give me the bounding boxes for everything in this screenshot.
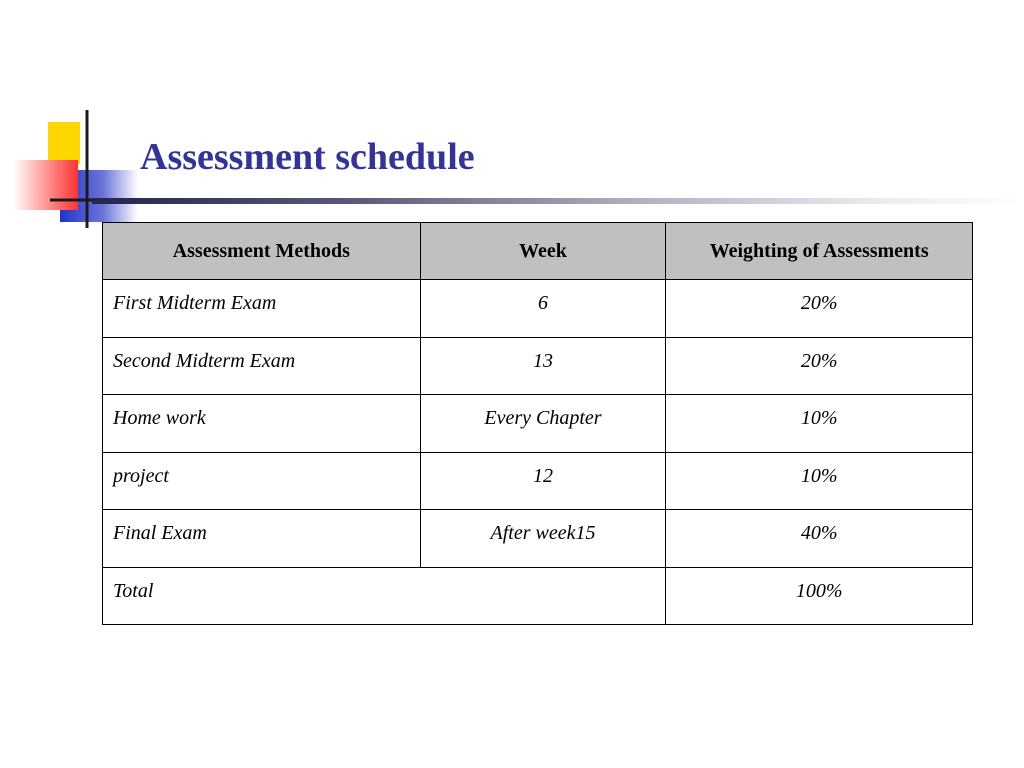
cell-weight: 20% xyxy=(666,280,973,338)
cell-weight: 40% xyxy=(666,510,973,568)
table-row xyxy=(103,452,973,510)
cell-method: project xyxy=(103,452,421,510)
cell-week: 12 xyxy=(420,452,666,510)
cell-week: Every Chapter xyxy=(420,395,666,453)
table-row xyxy=(103,395,973,453)
cell-week: 13 xyxy=(420,337,666,395)
cell-week: After week15 xyxy=(420,510,666,568)
cell-total-weight: 100% xyxy=(666,567,973,625)
cell-week: 6 xyxy=(420,280,666,338)
assessment-table xyxy=(102,222,973,625)
logo-yellow-square xyxy=(48,122,80,164)
header-assessment-methods: Assessment Methods xyxy=(103,223,421,280)
cell-weight: 10% xyxy=(666,395,973,453)
cell-method: Final Exam xyxy=(103,510,421,568)
decorative-logo-graphic xyxy=(0,0,140,240)
cell-total-label: Total xyxy=(103,567,666,625)
logo-red-square xyxy=(14,160,78,210)
header-week: Week xyxy=(420,223,666,280)
cell-weight: 20% xyxy=(666,337,973,395)
cell-method: First Midterm Exam xyxy=(103,280,421,338)
header-weighting: Weighting of Assessments xyxy=(666,223,973,280)
total-row xyxy=(103,567,973,625)
slide-title: Assessment schedule xyxy=(140,136,475,178)
table-row xyxy=(103,337,973,395)
cell-method: Second Midterm Exam xyxy=(103,337,421,395)
cell-method: Home work xyxy=(103,395,421,453)
title-underline-rule xyxy=(92,198,1024,204)
table-header-row xyxy=(103,223,973,280)
table-row xyxy=(103,280,973,338)
table-row xyxy=(103,510,973,568)
cell-weight: 10% xyxy=(666,452,973,510)
